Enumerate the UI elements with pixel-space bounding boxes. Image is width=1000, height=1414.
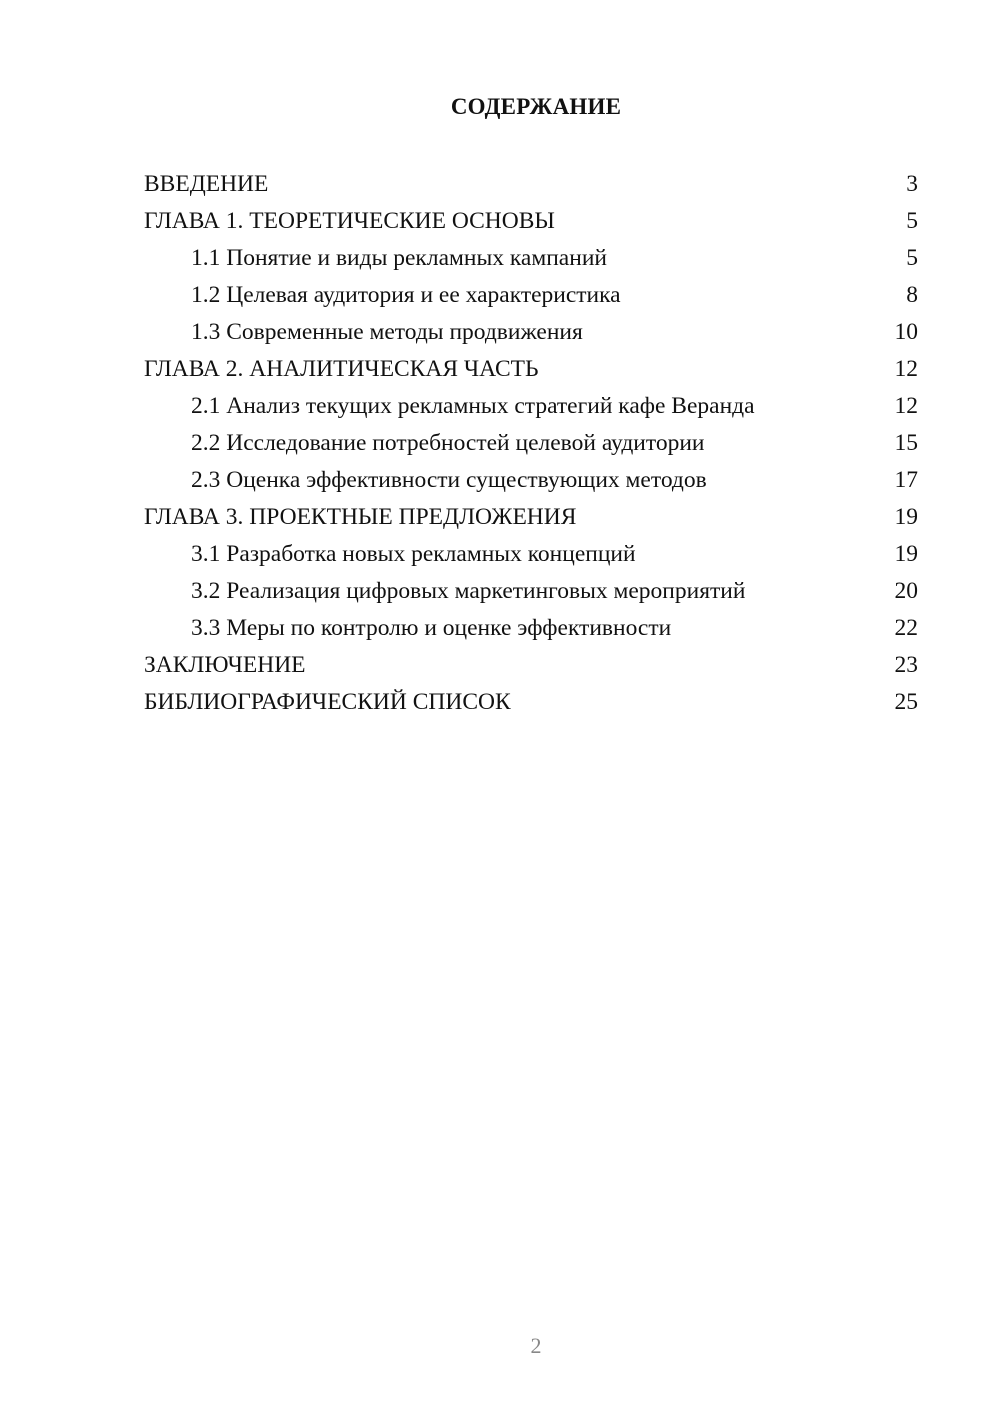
toc-entry-text: 1.1 Понятие и виды рекламных кампаний — [191, 245, 607, 271]
toc-entry-page: 12 — [894, 393, 918, 419]
toc-entry-page: 22 — [894, 615, 918, 641]
toc-entry-page: 17 — [894, 467, 918, 493]
toc-entry-page: 5 — [906, 208, 918, 234]
toc-entry-chapter-2[interactable] — [144, 351, 918, 388]
toc-entry-text: ГЛАВА 3. ПРОЕКТНЫЕ ПРЕДЛОЖЕНИЯ — [144, 504, 577, 530]
toc-entry-conclusion[interactable] — [144, 647, 918, 684]
toc-entry-page: 5 — [906, 245, 918, 271]
toc-entry-section-2-3[interactable] — [144, 462, 918, 499]
toc-entry-text: 2.3 Оценка эффективности существующих методов — [191, 467, 707, 493]
toc-entry-text: 2.2 Исследование потребностей целевой аудитории — [191, 430, 705, 456]
toc-entry-bibliography[interactable] — [144, 684, 918, 721]
toc-entry-text: 1.3 Современные методы продвижения — [191, 319, 583, 345]
toc-entry-chapter-3[interactable] — [144, 499, 918, 536]
toc-entry-page: 25 — [894, 689, 918, 715]
toc-entry-text: ВВЕДЕНИЕ — [144, 171, 269, 197]
toc-entry-chapter-1[interactable] — [144, 203, 918, 240]
page-number: 2 — [530, 1333, 542, 1358]
toc-entry-text: 1.2 Целевая аудитория и ее характеристика — [191, 282, 621, 308]
toc-entry-page: 23 — [894, 652, 918, 678]
toc-entry-page: 8 — [906, 282, 918, 308]
toc-entry-page: 15 — [894, 430, 918, 456]
toc-entry-section-1-2[interactable] — [144, 277, 918, 314]
toc-entry-page: 19 — [894, 541, 918, 567]
toc-entry-page: 20 — [894, 578, 918, 604]
toc-entry-section-1-3[interactable] — [144, 314, 918, 351]
toc-entry-page: 19 — [894, 504, 918, 530]
toc-entry-section-2-1[interactable] — [144, 388, 918, 425]
toc-entry-introduction[interactable] — [144, 166, 918, 203]
toc-entry-text: 2.1 Анализ текущих рекламных стратегий кафе Веранда — [191, 393, 755, 419]
toc-entry-section-3-1[interactable] — [144, 536, 918, 573]
toc-entry-text: 3.2 Реализация цифровых маркетинговых мероприятий — [191, 578, 746, 604]
toc-entry-page: 12 — [894, 356, 918, 382]
toc-entry-section-2-2[interactable] — [144, 425, 918, 462]
toc-entry-section-3-2[interactable] — [144, 573, 918, 610]
table-of-contents — [144, 166, 918, 721]
toc-entry-page: 3 — [906, 171, 918, 197]
toc-entry-text: БИБЛИОГРАФИЧЕСКИЙ СПИСОК — [144, 689, 511, 715]
toc-entry-page: 10 — [894, 319, 918, 345]
toc-entry-text: ГЛАВА 1. ТЕОРЕТИЧЕСКИЕ ОСНОВЫ — [144, 208, 555, 234]
toc-title: СОДЕРЖАНИЕ — [450, 94, 622, 119]
toc-entry-section-1-1[interactable] — [144, 240, 918, 277]
toc-entry-text: 3.3 Меры по контролю и оценке эффективности — [191, 615, 672, 641]
toc-entry-text: ГЛАВА 2. АНАЛИТИЧЕСКАЯ ЧАСТЬ — [144, 356, 539, 382]
toc-entry-text: ЗАКЛЮЧЕНИЕ — [144, 652, 306, 678]
toc-entry-section-3-3[interactable] — [144, 610, 918, 647]
toc-entry-text: 3.1 Разработка новых рекламных концепций — [191, 541, 636, 567]
